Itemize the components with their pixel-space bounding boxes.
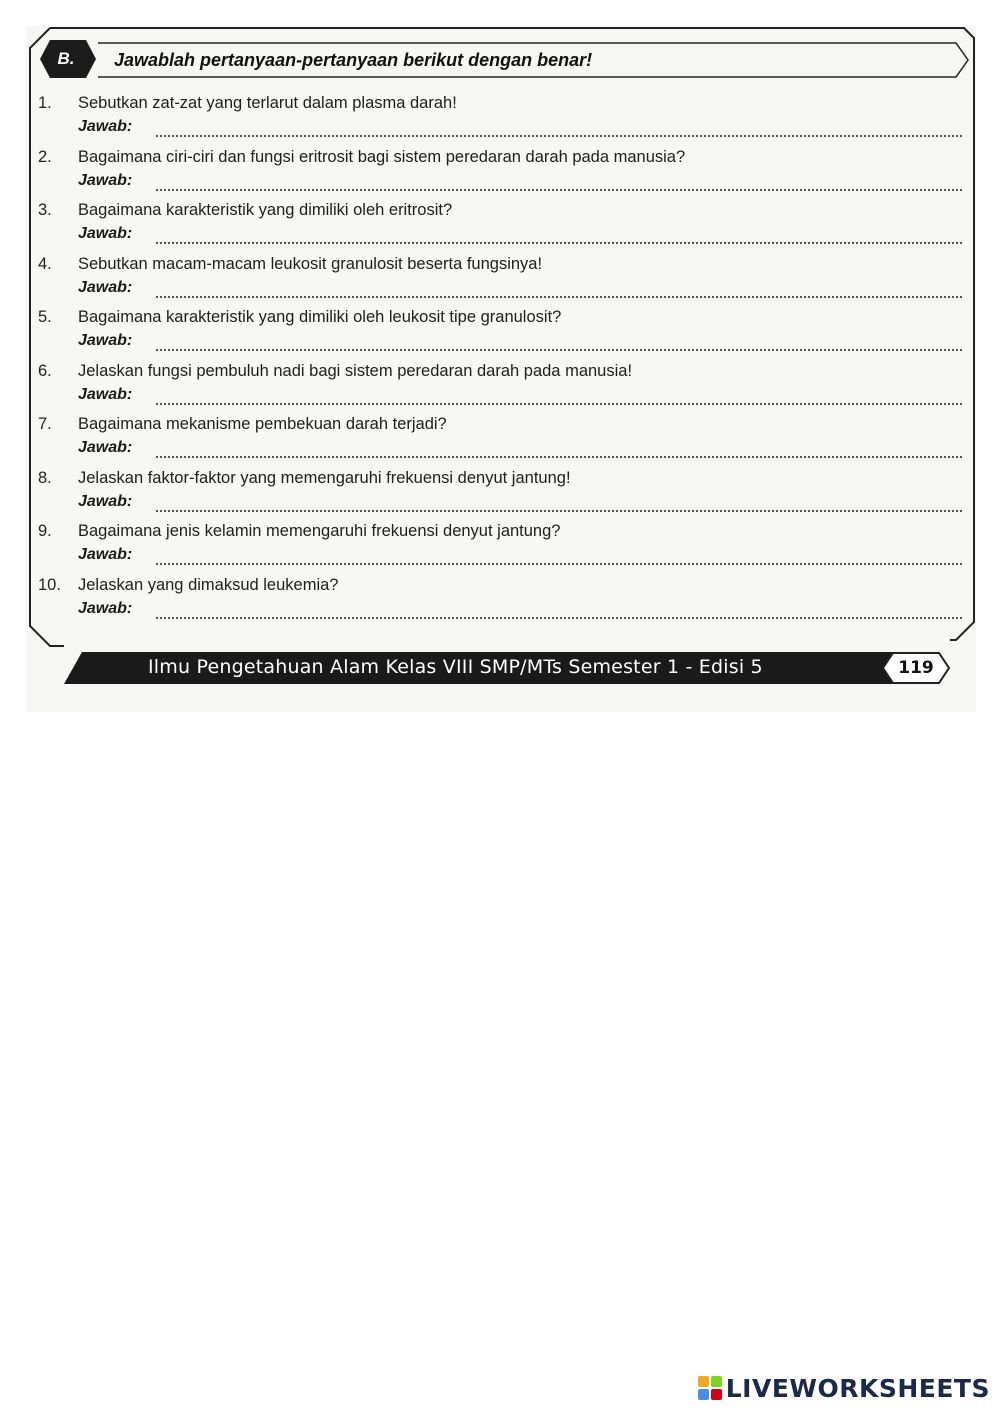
answer-label: Jawab: bbox=[78, 118, 133, 135]
answer-label: Jawab: bbox=[78, 385, 133, 403]
answer-field[interactable] bbox=[156, 296, 962, 298]
answer-row bbox=[78, 439, 962, 461]
answer-field[interactable] bbox=[156, 510, 962, 512]
question-text: Sebutkan macam-macam leukosit granulosit beserta fungsinya! bbox=[78, 254, 543, 273]
answer-field[interactable] bbox=[156, 242, 962, 244]
answer-field[interactable] bbox=[156, 403, 962, 405]
answer-row bbox=[78, 279, 962, 301]
answer-field[interactable] bbox=[156, 456, 962, 458]
question-text: Bagaimana karakteristik yang dimiliki oleh eritrosit? bbox=[78, 201, 453, 219]
section-badge-label: B. bbox=[57, 49, 75, 68]
brand-name: LIVEWORKSHEETS bbox=[725, 1373, 990, 1403]
worksheet-page bbox=[26, 26, 976, 712]
footer-bar bbox=[64, 652, 896, 684]
question-number: 9. bbox=[38, 522, 52, 540]
answer-label: Jawab: bbox=[78, 332, 133, 349]
answer-label: Jawab: bbox=[78, 225, 133, 242]
question-number: 6. bbox=[38, 361, 52, 380]
answer-label: Jawab: bbox=[78, 439, 133, 456]
question-text: Bagaimana karakteristik yang dimiliki oleh leukosit tipe granulosit? bbox=[78, 308, 562, 326]
question-number: 1. bbox=[38, 94, 52, 112]
answer-field[interactable] bbox=[156, 617, 962, 619]
answer-field[interactable] bbox=[156, 135, 962, 137]
question-number: 5. bbox=[38, 308, 52, 326]
answer-field[interactable] bbox=[156, 189, 962, 191]
answer-label: Jawab: bbox=[78, 599, 133, 617]
question-text: Jelaskan fungsi pembuluh nadi bagi sistem peredaran darah pada manusia! bbox=[78, 361, 633, 380]
question-text: Jelaskan yang dimaksud leukemia? bbox=[78, 575, 339, 594]
answer-row bbox=[78, 493, 962, 515]
section-header bbox=[40, 40, 970, 80]
question-number: 4. bbox=[38, 254, 52, 273]
answer-row bbox=[78, 172, 962, 194]
question-text: Bagaimana mekanisme pembekuan darah terjadi? bbox=[78, 415, 447, 433]
section-title: Jawablah pertanyaan-pertanyaan berikut dengan benar! bbox=[114, 50, 593, 70]
question-list bbox=[36, 92, 962, 627]
question-item bbox=[36, 306, 962, 360]
answer-row bbox=[78, 386, 962, 408]
answer-row bbox=[78, 546, 962, 568]
question-number: 8. bbox=[38, 468, 52, 487]
answer-field[interactable] bbox=[156, 563, 962, 565]
question-number: 10. bbox=[38, 575, 61, 594]
question-text: Jelaskan faktor-faktor yang memengaruhi frekuensi denyut jantung! bbox=[78, 468, 571, 487]
question-text: Sebutkan zat-zat yang terlarut dalam plasma darah! bbox=[78, 94, 457, 112]
brand-watermark bbox=[697, 1371, 990, 1405]
question-number: 7. bbox=[38, 415, 52, 433]
footer-text: Ilmu Pengetahuan Alam Kelas VIII SMP/MTs Semester 1 - Edisi 5 bbox=[148, 656, 763, 678]
question-item bbox=[36, 253, 962, 307]
answer-label: Jawab: bbox=[78, 171, 133, 189]
answer-label: Jawab: bbox=[78, 278, 133, 296]
question-text: Bagaimana ciri-ciri dan fungsi eritrosit bagi sistem peredaran darah pada manusia? bbox=[78, 147, 686, 166]
question-item bbox=[36, 574, 962, 628]
question-text: Bagaimana jenis kelamin memengaruhi frekuensi denyut jantung? bbox=[78, 522, 561, 540]
page-number-badge bbox=[881, 652, 951, 684]
liveworksheets-logo-icon bbox=[697, 1375, 723, 1401]
question-item bbox=[36, 199, 962, 253]
question-item bbox=[36, 360, 962, 414]
question-item bbox=[36, 92, 962, 146]
answer-label: Jawab: bbox=[78, 546, 133, 563]
question-item bbox=[36, 146, 962, 200]
question-number: 3. bbox=[38, 201, 52, 219]
answer-field[interactable] bbox=[156, 349, 962, 351]
page-number: 119 bbox=[898, 658, 934, 678]
answer-row bbox=[78, 225, 962, 247]
answer-row bbox=[78, 118, 962, 140]
question-item bbox=[36, 467, 962, 521]
answer-label: Jawab: bbox=[78, 492, 133, 510]
question-item bbox=[36, 520, 962, 574]
question-number: 2. bbox=[38, 147, 52, 166]
question-item bbox=[36, 413, 962, 467]
answer-row bbox=[78, 332, 962, 354]
answer-row bbox=[78, 600, 962, 622]
